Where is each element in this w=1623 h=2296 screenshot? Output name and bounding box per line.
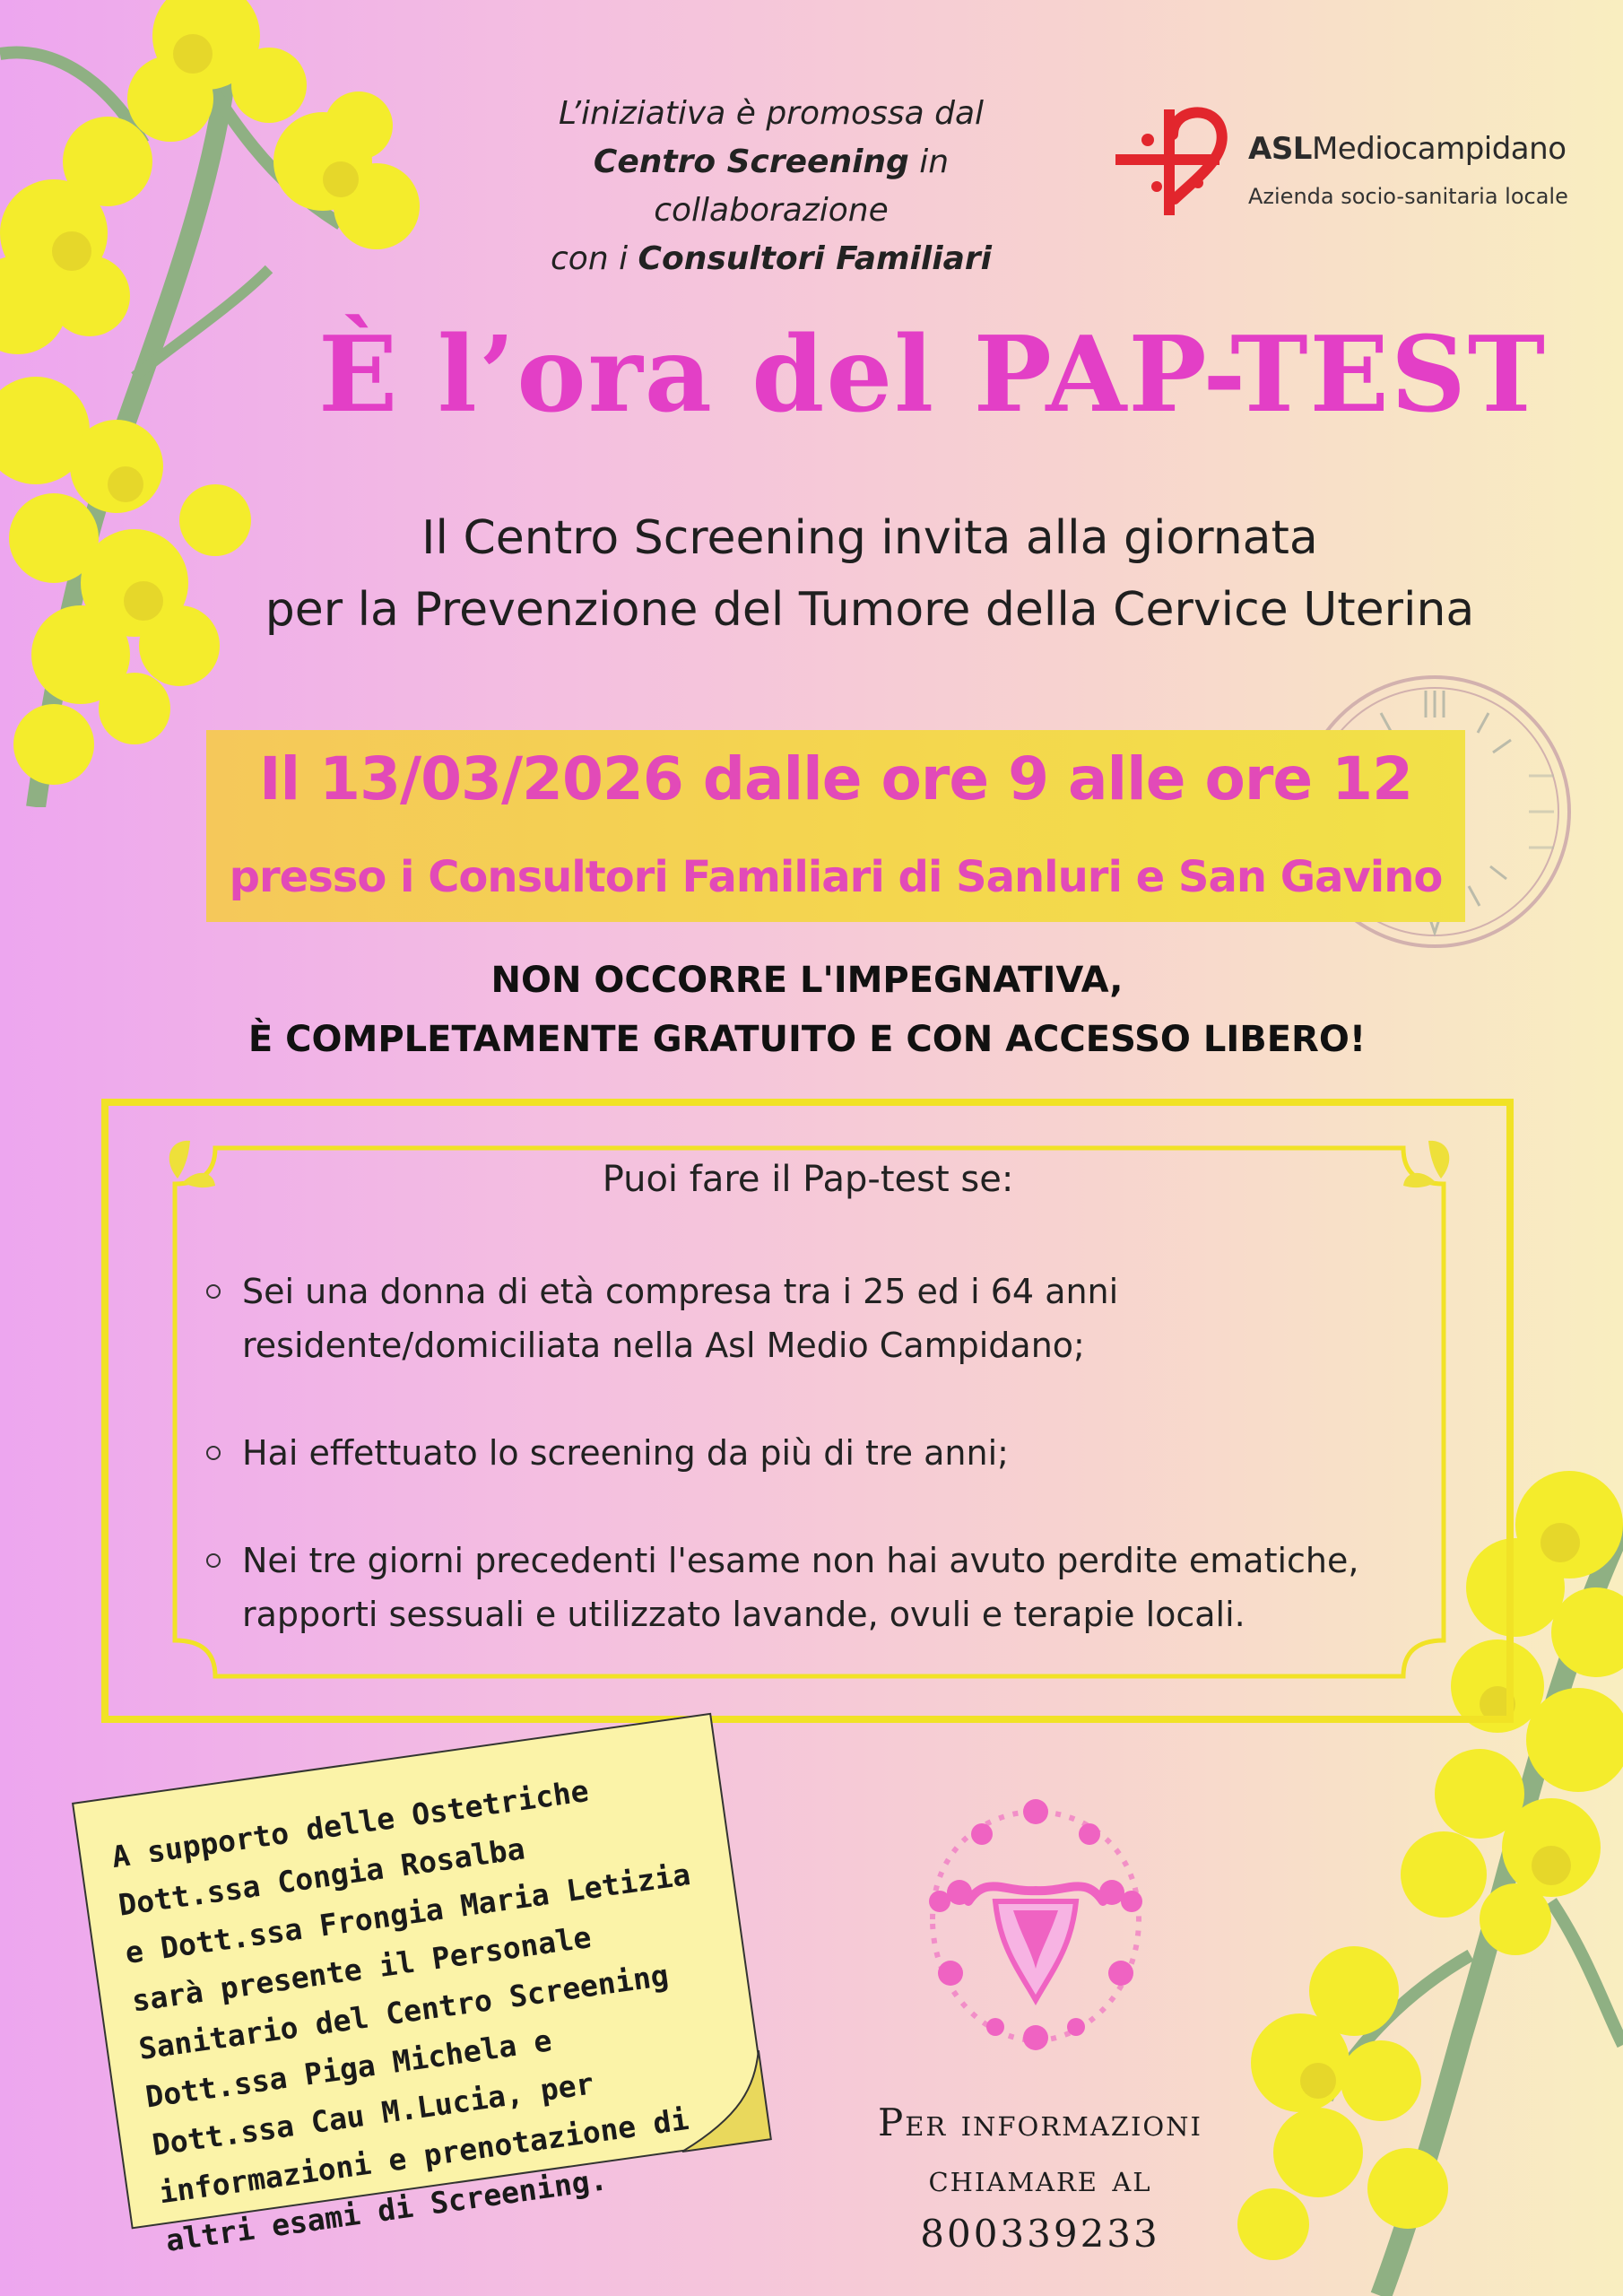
criteria-heading: Puoi fare il Pap-test se: bbox=[602, 1159, 1014, 1200]
contact-phone-number[interactable]: 800339233 bbox=[920, 2212, 1160, 2256]
promo-line-1: L’iniziativa è promossa dal bbox=[558, 95, 985, 132]
logo-subtitle: Azienda socio-sanitaria locale bbox=[1248, 184, 1568, 209]
criteria-3-line-2: rapporti sessuali e utilizzato lavande, ovuli e terapie locali. bbox=[242, 1595, 1245, 1634]
intro-line-1: Il Centro Screening invita alla giornata bbox=[421, 511, 1318, 565]
logo-asl: ASL bbox=[1248, 131, 1312, 167]
criteria-list bbox=[206, 1265, 1480, 1695]
criteria-1-line-1: Sei una donna di età compresa tra i 25 ed i 64 anni bbox=[242, 1272, 1119, 1311]
list-item bbox=[206, 1426, 1480, 1480]
promo-line-2-rest: in collaborazione bbox=[654, 144, 950, 229]
notice-line-1: NON OCCORRE L'IMPEGNATIVA, bbox=[490, 960, 1124, 1001]
promo-line-3 bbox=[475, 235, 1067, 283]
staff-note-card bbox=[72, 1713, 771, 2258]
contact-line-1: Per informazioni bbox=[877, 2100, 1203, 2144]
uterus-floral-icon bbox=[897, 1785, 1175, 2063]
criteria-3-line-1: Nei tre giorni precedenti l'esame non hai avuto perdite ematiche, bbox=[242, 1541, 1359, 1580]
list-item bbox=[206, 1534, 1480, 1641]
contact-line-2: chiamare al bbox=[928, 2156, 1152, 2200]
criteria-2-line-1: Hai effettuato lo screening da più di tre anni; bbox=[242, 1433, 1009, 1473]
free-access-notice bbox=[135, 951, 1480, 1069]
event-date: Il 13/03/2026 dalle ore 9 alle ore 12 bbox=[258, 744, 1413, 813]
logo-mediocampidano: Mediocampidano bbox=[1311, 131, 1567, 167]
logo-name bbox=[1248, 131, 1567, 167]
promo-consultori: Consultori Familiari bbox=[638, 240, 992, 277]
promotion-text bbox=[475, 90, 1067, 283]
promo-line-2 bbox=[475, 138, 1067, 235]
criteria-1-line-2: residente/domiciliata nella Asl Medio Campidano; bbox=[242, 1326, 1085, 1365]
staff-note-text: A supporto delle Ostetriche Dott.ssa Congia Rosalba e Dott.ssa Frongia Maria Letizia sarà presente il Personale Sanitario del Centro Screening Dott.ssa Piga Michela e Dott.ssa Cau M.Lucia, per informazioni e prenotazione di altri esami di Screening. bbox=[109, 1772, 693, 2258]
list-item bbox=[206, 1265, 1480, 1372]
contact-info bbox=[825, 2095, 1255, 2262]
event-place: presso i Consultori Familiari di Sanluri e San Gavino bbox=[229, 852, 1443, 902]
notice-line-2: È COMPLETAMENTE GRATUITO E CON ACCESSO LIBERO! bbox=[247, 1019, 1367, 1060]
intro-line-2: per la Prevenzione del Tumore della Cervice Uterina bbox=[265, 583, 1475, 637]
promo-line-3-pre: con i bbox=[551, 240, 638, 277]
asl-heart-cross-logo-icon bbox=[1110, 100, 1236, 222]
intro-text bbox=[206, 502, 1533, 646]
promo-centro-screening: Centro Screening bbox=[593, 144, 909, 180]
page-title: È l’ora del PAP-TEST bbox=[317, 314, 1548, 436]
